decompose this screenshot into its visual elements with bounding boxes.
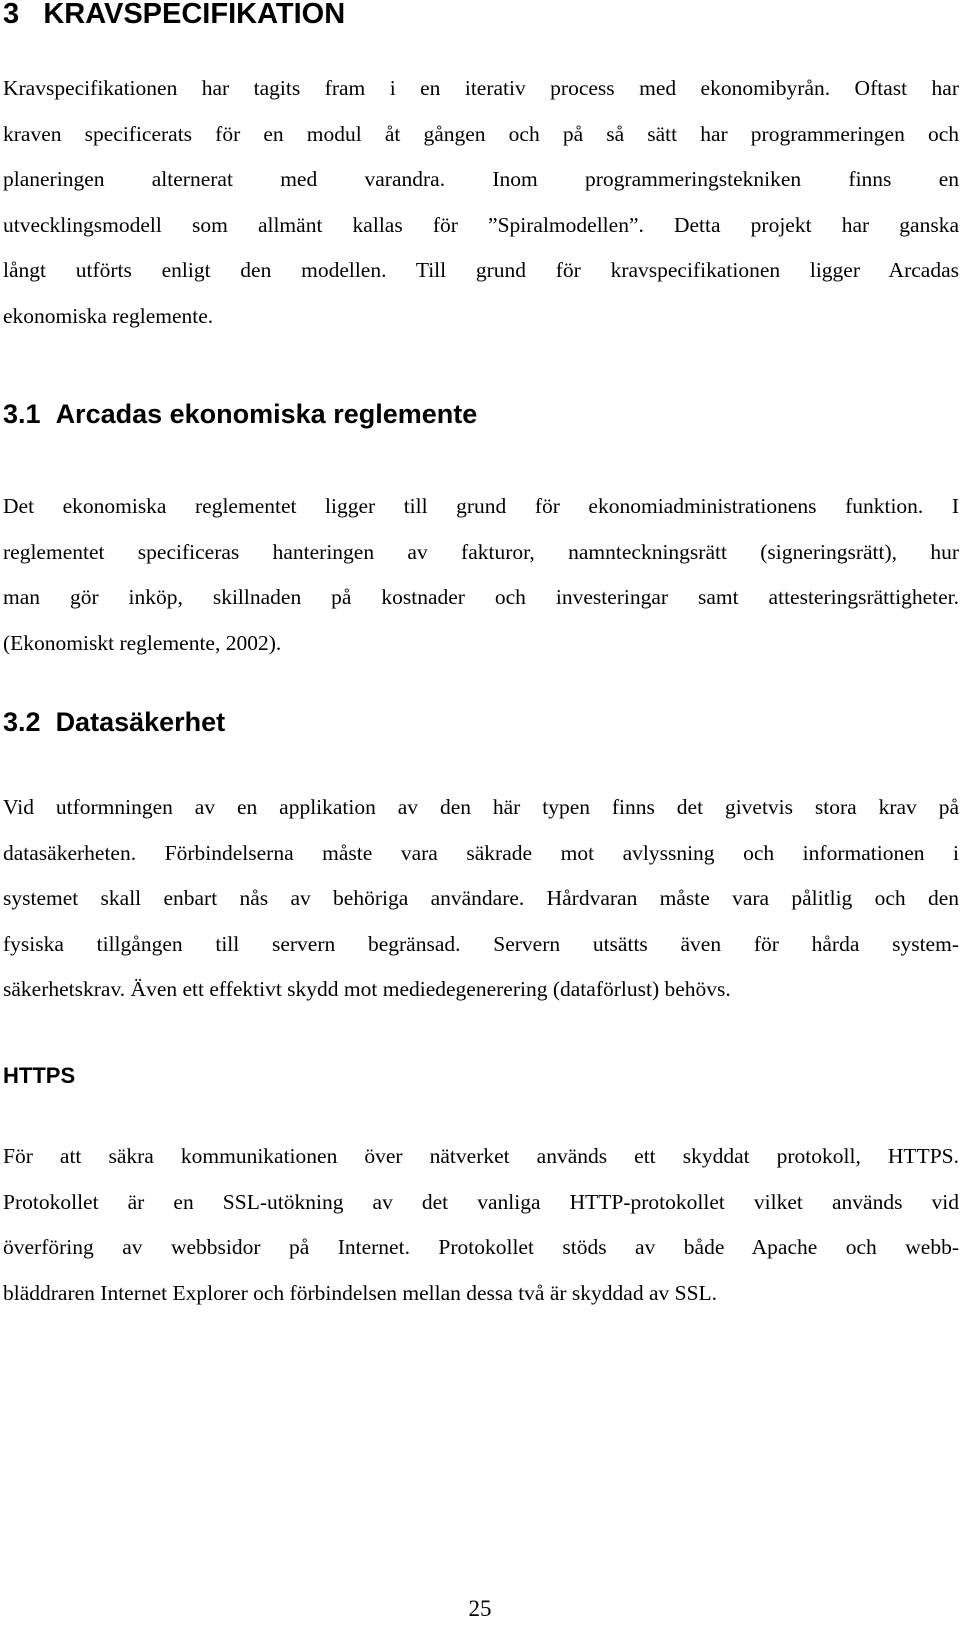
section-number: 3.1 — [3, 399, 41, 429]
chapter-number: 3 — [3, 0, 20, 30]
paragraph-line: systemet skall enbart nås av behöriga användare. Hårdvaran måste vara pålitlig och den — [3, 886, 959, 910]
paragraph-line: bläddraren Internet Explorer och förbindelsen mellan dessa två är skyddad av SSL. — [3, 1280, 718, 1305]
paragraph-line: säkerhetskrav. Även ett effektivt skydd mot mediedegenerering (dataförlust) behövs. — [3, 977, 731, 1001]
section-3-1-paragraph — [3, 484, 959, 666]
paragraph-line: reglementet specificeras hanteringen av fakturor, namnteckningsrätt (signeringsrätt), hur — [3, 539, 959, 564]
paragraph-line: datasäkerheten. Förbindelserna måste vara säkrade mot avlyssning och informationen i — [3, 840, 959, 865]
paragraph-line: ekonomiska reglemente. — [3, 303, 214, 328]
paragraph-line: Kravspecifikationen har tagits fram i en iterativ process med ekonomibyrån. Oftast har — [3, 76, 959, 100]
paragraph-line: Vid utformningen av en applikation av den här typen finns det givetvis stora krav på — [3, 795, 959, 819]
paragraph-line: För att säkra kommunikationen över nätverket används ett skyddat protokoll, HTTPS. — [3, 1144, 959, 1168]
paragraph-line: överföring av webbsidor på Internet. Protokollet stöds av både Apache och webb- — [3, 1235, 959, 1259]
paragraph-line: långt utförts enligt den modellen. Till grund för kravspecifikationen ligger Arcadas — [3, 258, 959, 282]
section-heading-3-1 — [3, 397, 477, 431]
section-number: 3.2 — [3, 707, 41, 737]
paragraph-line: Det ekonomiska reglementet ligger till grund för ekonomiadministrationens funktion. I — [3, 494, 959, 518]
section-title: Arcadas ekonomiska reglemente — [55, 399, 478, 429]
chapter-heading — [3, 0, 345, 32]
paragraph-line: utvecklingsmodell som allmänt kallas för ”Spiralmodellen”. Detta projekt har ganska — [3, 212, 959, 237]
paragraph-line: man gör inköp, skillnaden på kostnader och investeringar samt attesteringsrättigheter. — [3, 585, 959, 609]
paragraph-line: Protokollet är en SSL-utökning av det vanliga HTTP-protokollet vilket används vid — [3, 1189, 959, 1214]
https-heading: HTTPS — [3, 1063, 76, 1088]
paragraph-line: fysiska tillgången till servern begränsad. Servern utsätts även för hårda system- — [3, 931, 959, 956]
section-heading-3-2 — [3, 705, 225, 739]
intro-paragraph — [3, 66, 959, 339]
paragraph-line: kraven specificerats för en modul åt gången och på så sätt har programmeringen och — [3, 121, 959, 146]
page-number: 25 — [468, 1596, 492, 1621]
section-3-2-paragraph — [3, 785, 959, 1013]
paragraph-line: (Ekonomiskt reglemente, 2002). — [3, 630, 282, 655]
chapter-title: KRAVSPECIFIKATION — [43, 0, 346, 30]
section-title: Datasäkerhet — [55, 707, 226, 737]
https-paragraph — [3, 1134, 959, 1316]
paragraph-line: planeringen alternerat med varandra. Inom programmeringstekniken finns en — [3, 167, 959, 191]
